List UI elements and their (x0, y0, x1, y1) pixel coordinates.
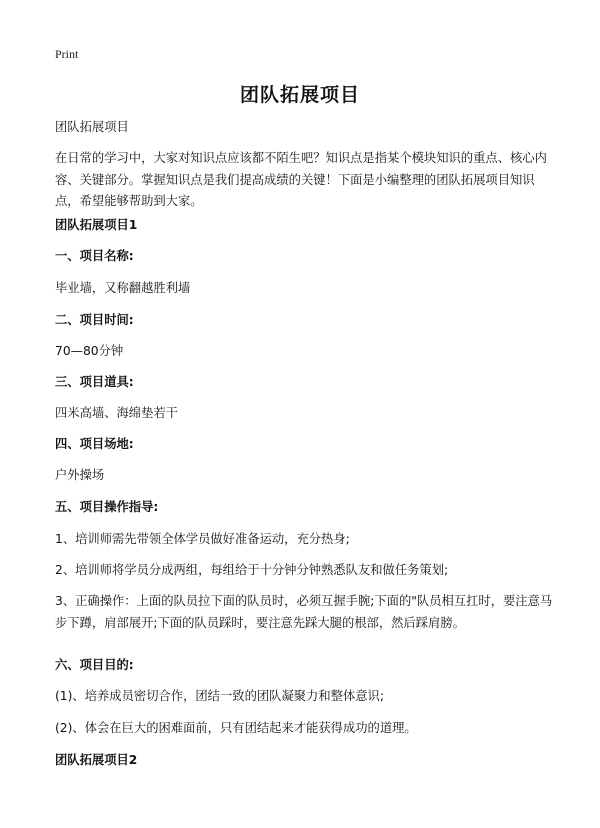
purpose-item-1: (1)、培养成员密切合作，团结一致的团队凝聚力和整体意识; (55, 689, 384, 703)
project-props-value: 四米高墙、海绵垫若干 (55, 406, 178, 420)
purpose-item-2: (2)、体会在巨大的困难面前，只有团结起来才能获得成功的道理。 (55, 721, 417, 735)
intro-paragraph: 在日常的学习中，大家对知识点应该都不陌生吧？知识点是指某个模块知识的重点、核心内容、关键部分。掌握知识点是我们提高成绩的关键！下面是小编整理的团队拓展项目知识点，希望能够帮助到大家。 (55, 151, 547, 208)
guide-item-3: 3、正确操作：上面的队员拉下面的队员时，必须互握手腕;下面的"队员相互扛时，要注意马步下蹲，肩部展开;下面的队员踩时，要注意先踩大腿的根部，然后踩肩膀。 (55, 594, 553, 630)
heading-project-props: 三、项目道具: (55, 375, 134, 389)
heading-project-name: 一、项目名称: (55, 249, 134, 263)
project-venue-value: 户外操场 (55, 468, 105, 482)
section-heading-1: 团队拓展项目1 (55, 218, 138, 232)
heading-project-time: 二、项目时间: (55, 313, 134, 327)
guide-item-2: 2、培训师将学员分成两组，每组给于十分钟分钟熟悉队友和做任务策划; (55, 563, 449, 577)
document-subtitle: 团队拓展项目 (55, 120, 129, 134)
project-name-value: 毕业墙，又称翻越胜利墙 (55, 281, 191, 295)
project-time-value: 70—80分钟 (55, 344, 124, 358)
heading-project-venue: 四、项目场地: (55, 437, 134, 451)
heading-operation-guide: 五、项目操作指导: (55, 500, 159, 514)
guide-item-1: 1、培训师需先带领全体学员做好准备运动，充分热身; (55, 532, 350, 546)
print-link[interactable]: Print (55, 47, 79, 61)
page-title: 团队拓展项目 (239, 84, 360, 106)
heading-project-purpose: 六、项目目的: (55, 658, 134, 672)
section-heading-2: 团队拓展项目2 (55, 753, 138, 767)
